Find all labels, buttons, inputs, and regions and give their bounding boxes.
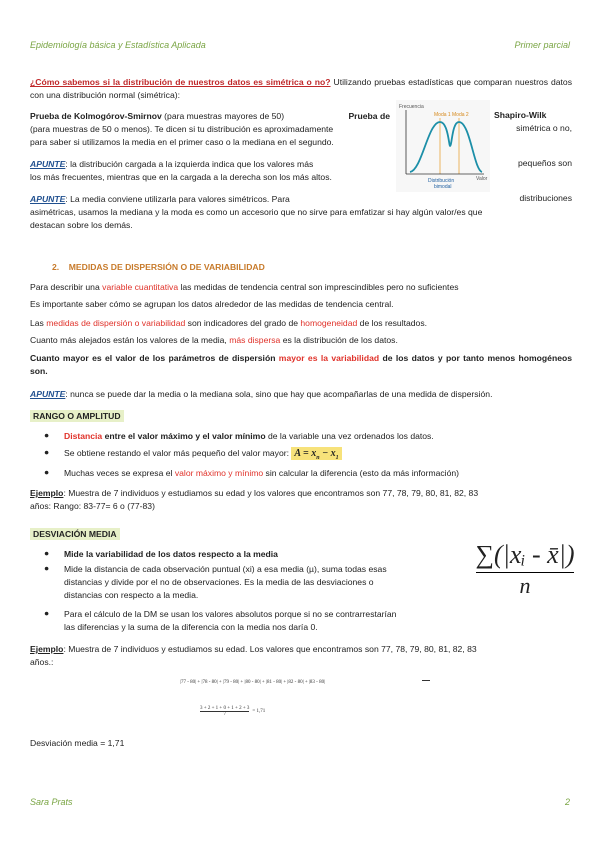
calc-line2 [200, 706, 265, 717]
rango-b1c: de la variable una vez ordenados los datos. [265, 431, 434, 441]
s2-l3d: homogeneidad [300, 318, 358, 328]
desv-b1: Mide la variabilidad de los datos respecto a la media [64, 549, 278, 559]
desv-title-wrap [30, 529, 120, 539]
s2-l5d: homogéneos son. [30, 353, 573, 376]
rango-b1b: entre el valor máximo y el valor mínimo [102, 431, 266, 441]
s2-l5c: de los datos y por tanto menos [379, 353, 516, 363]
bullet-icon: ● [44, 467, 50, 477]
s2-l5b: mayor es la variabilidad [278, 353, 380, 363]
apunte1-label: APUNTE [30, 159, 66, 169]
tests-prueba: Prueba de [348, 111, 390, 121]
s2-l4c: es la distribución de los datos. [280, 335, 398, 345]
desv-b2-l3: distancias con respecto a la media. [64, 590, 199, 600]
apunte1 [30, 158, 390, 184]
bullet-icon: ● [44, 447, 50, 457]
apunte1-right: pequeños son [518, 158, 572, 168]
apunte2-cont [30, 206, 572, 232]
s2-l3c: son indicadores del grado de [185, 318, 301, 328]
tests-line3: para saber si utilizamos la media en el primer caso o la mediana en el segundo. [30, 137, 334, 147]
s2-line4 [30, 334, 572, 347]
desv-b3 [64, 608, 464, 634]
dm-formula [470, 540, 580, 599]
desv-result: Desviación media = 1,71 [30, 738, 125, 748]
calc-line1: |77 - 80| + |78 - 80| + |79 - 80| + |80 - 80| + |81 - 80| + |82 - 80| + |83 - 80| [180, 680, 326, 685]
s2-line2: Es importante saber cómo se agrupan los datos alrededor de las medidas de tendencia central. [30, 299, 394, 309]
desv-ej-l2: años.: [30, 657, 54, 667]
s2-l1c: las medidas de tendencia central son imprescindibles pero no suficientes [178, 282, 459, 292]
s2-l3a: Las [30, 318, 47, 328]
rango-b3b: valor máximo y mínimo [174, 468, 264, 478]
figure-moda2: Moda 2 [452, 112, 469, 118]
header-title: Epidemiología básica y Estadística Aplicada [30, 40, 206, 50]
s2-l3e: de los resultados. [357, 318, 428, 328]
rango-b3c: sin calcular la diferencia (esto da más información) [263, 468, 460, 478]
desv-ej-l1: : Muestra de 7 individuos y estudiamos su edad. Los valores que encontramos son 77, 78, 79, 80, 81, 82, 83 [63, 644, 477, 654]
header-section: Primer parcial [514, 40, 570, 50]
footer-author: Sara Prats [30, 797, 73, 807]
s2-l1b: variable cuantitativa [102, 282, 179, 292]
section2-number: 2. [52, 262, 60, 272]
rango-ej-l2: años: Rango: 83-77= 6 o (77-83) [30, 501, 155, 511]
rango-formula [291, 447, 341, 460]
ks-note: (para muestras mayores de 50) [161, 111, 285, 121]
rango-title-wrap [30, 411, 124, 421]
desv-example [30, 643, 572, 669]
s2-l5a: Cuanto mayor es el valor de los parámetros de dispersión [30, 353, 279, 363]
desv-title: DESVIACIÓN MEDIA [30, 528, 120, 540]
bullet-icon: ● [44, 430, 50, 440]
rango-b1 [64, 430, 572, 443]
figure-caption-l2: bimodal [434, 184, 452, 190]
desv-b2 [64, 563, 460, 602]
s2-l3b: medidas de dispersión o variabilidad [46, 318, 186, 328]
figure-caption-l1: Distribución [428, 178, 455, 184]
bullet-icon: ● [44, 608, 50, 618]
tests-line2-right: simétrica o no, [516, 123, 572, 133]
s2-apunte-text: : nunca se puede dar la media o la mediana sola, sino que hay que acompañarlas de una medida de dispersión. [65, 389, 493, 399]
figure-moda1: Moda 1 [434, 112, 451, 118]
apunte2-text: : La media conviene utilizarla para valores simétricos. Para [65, 194, 290, 204]
calc2-den: 7 [223, 712, 226, 717]
rango-title: RANGO O AMPLITUD [30, 410, 124, 422]
rango-ej-label: Ejemplo [30, 488, 64, 498]
apunte2 [30, 193, 360, 206]
desv-b3-l1: Para el cálculo de la DM se usan los valores absolutos porque si no se contrarrestarían [64, 609, 397, 619]
desv-b2-l1: Mide la distancia de cada observación puntual (xi) a esa media (µ), suma todas esas [64, 564, 387, 574]
s2-line5 [30, 352, 572, 378]
section2-heading [52, 262, 265, 272]
rango-formula-sub2: 1 [335, 455, 339, 461]
intro-question-rest: Utilizando pruebas estadísticas que comparan nuestros datos con una distribución normal (simétrica): [30, 77, 572, 100]
dm-formula-num: ∑(|xᵢ - x̄|) [475, 540, 575, 569]
rango-formula-mid: − x [319, 448, 336, 459]
s2-l1a: Para describir una [30, 282, 103, 292]
s2-l4b: más dispersa [229, 335, 281, 345]
section2-title: MEDIDAS DE DISPERSIÓN O DE VARIABILIDAD [68, 262, 265, 272]
apunte1-line2: los más frecuentes, mientras que en la cargada a la derecha son los más altos. [30, 172, 332, 182]
calc2-res: = 1,71 [252, 709, 266, 714]
rango-b2 [64, 447, 572, 465]
rango-formula-a: A = x [294, 448, 317, 459]
desv-ej-label: Ejemplo [30, 644, 64, 654]
figure-y-label: Frecuencia [399, 104, 424, 110]
apunte2-right: distribuciones [519, 193, 572, 203]
rango-b1a: Distancia [64, 431, 103, 441]
apunte2-line3: destacan sobre los demás. [30, 220, 133, 230]
intro-question: ¿Cómo sabemos si la distribución de nuestros datos es simétrica o no? [30, 77, 331, 87]
desv-b2-l2: distancias y divide por el no de observaciones. Es la media de las desviaciones o [64, 577, 374, 587]
apunte2-line2: asimétricas, usamos la mediana y la moda es como un accesorio que no sirve para emfatizar si hay algún valor/es que [30, 207, 483, 217]
calc-line1-bar [422, 680, 430, 681]
rango-formula-sub1: n [316, 455, 320, 461]
s2-apunte [30, 388, 572, 401]
desv-b3-l2: las diferencias y la suma de la diferencia con la media nos daría 0. [64, 622, 318, 632]
footer-page: 2 [564, 797, 570, 807]
bullet-icon: ● [44, 563, 50, 573]
calc-line2-frac [200, 706, 249, 717]
figure-x-label: Valor [476, 176, 488, 182]
tests-line2: (para muestras de 50 o menos). Te dicen si tu distribución es aproximadamente [30, 124, 334, 134]
rango-b2-text: Se obtiene restando el valor más pequeño del valor mayor: [64, 448, 292, 458]
dm-formula-den: n [519, 573, 531, 598]
s2-line3 [30, 317, 572, 330]
apunte1-text: : la distribución cargada a la izquierda indica que los valores más [65, 159, 314, 169]
intro-question-paragraph [30, 76, 572, 102]
apunte2-label: APUNTE [30, 194, 66, 204]
rango-example [30, 487, 572, 513]
rango-ej-l1: : Muestra de 7 individuos y estudiamos su edad y los valores que encontramos son 77, 78, 79, 80, 81, 82, 83 [63, 488, 479, 498]
rango-b3a: Muchas veces se expresa el [64, 468, 175, 478]
tests-block [30, 110, 390, 149]
sw-test: Shapiro-Wilk [494, 110, 547, 120]
bullet-icon: ● [44, 548, 50, 558]
s2-line1 [30, 281, 572, 294]
s2-apunte-label: APUNTE [30, 389, 66, 399]
bimodal-distribution-figure [396, 100, 490, 192]
s2-l4a: Cuanto más alejados están los valores de la media, [30, 335, 230, 345]
rango-b3 [64, 467, 572, 480]
ks-test: Prueba de Kolmogórov-Smirnov [30, 111, 162, 121]
calc2-num: 3 + 2 + 1 + 0 + 1 + 2 + 3 [200, 706, 250, 711]
